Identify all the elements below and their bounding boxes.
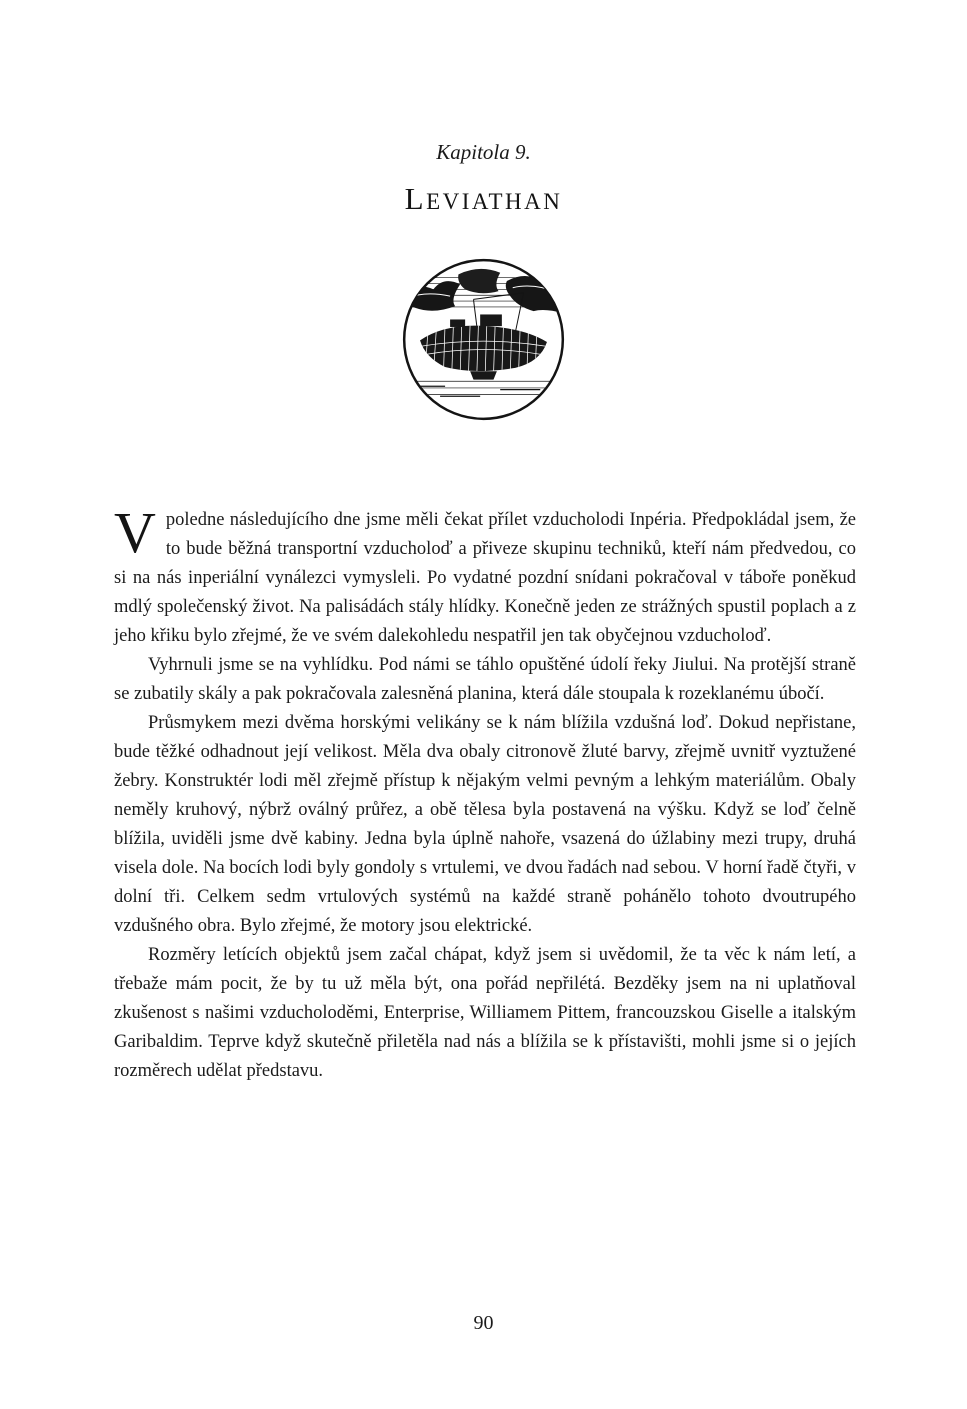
body-paragraph: Průsmykem mezi dvěma horskými velikány se k nám blížila vzdušná loď. Dokud nepřistane, bude těžké odhadnout její velikost. Měla dva obaly citronově žluté barvy, zřejmě uvnitř vyztužené žebry. Konstruktér lodi měl zřejmě přístup k nějakým velmi pevným a lehkým materiálům. Obaly neměly kruhový, nýbrž oválný průřez, a obě tělesa byla postavená na výšku. Když se loď čelně blížila, uviděli jsme dvě kabiny. Jedna byla úplně nahoře, vsazená do úžlabiny mezi trupy, druhá visela dole. Na bocích lodi byly gondoly s vrtulemi, ve dvou řadách nad sebou. V horní řadě čtyři, v dolní tři. Celkem sedm vrtulových systémů na každé straně pohánělo tohoto dvoutrupého vzdušného obra. Bylo zřejmé, že motory jsou elektrické. [114, 713, 856, 936]
drop-cap: V [114, 500, 156, 565]
body-paragraph: Vyhrnuli jsme se na vyhlídku. Pod námi se táhlo opuštěné údolí řeky Jiului. Na protější straně se zubatily skály a pak pokračovala zalesněná planina, která dále stoupala k rozeklanému úbočí. [114, 655, 856, 704]
body-text [114, 500, 856, 1086]
body-paragraph [114, 500, 856, 651]
chapter-title: LEVIATHAN [404, 181, 563, 216]
paragraph-text: poledne následujícího dne jsme měli čekat přílet vzducholodi Inpéria. Předpokládal jsem, že to bude běžná transportní vzducholoď a přiveze skupinu techniků, kteří nám předvedou, co si na nás inperiální vynálezci vymysleli. Po vydatné pozdní snídani pokračoval v táboře poněkud mdlý společenský život. Na palisádách stály hlídky. Konečně jeden ze strážných spustil poplach a z jeho křiku bylo zřejmé, že ve svém dalekohledu nespatřil jen tak obyčejnou vzducholoď. [114, 510, 856, 646]
chapter-label: Kapitola 9. [436, 140, 531, 164]
chapter-illustration [0, 256, 967, 428]
page-number: 90 [473, 1312, 494, 1334]
airship-engraving-icon [400, 256, 567, 428]
body-paragraph: Rozměry letících objektů jsem začal chápat, když jsem si uvědomil, že ta věc k nám letí, a třebaže mám pocit, že by tu už měla být, ona pořád nepřilétá. Bezděky jsem na ni uplatňoval zkušenost s našimi vzducholoděmi, Enterprise, Williamem Pittem, francouzskou Giselle a italským Garibaldim. Teprve když skutečně přiletěla nad nás a blížila se k přístavišti, mohli jsme si o jejích rozměrech udělat představu. [114, 945, 856, 1081]
